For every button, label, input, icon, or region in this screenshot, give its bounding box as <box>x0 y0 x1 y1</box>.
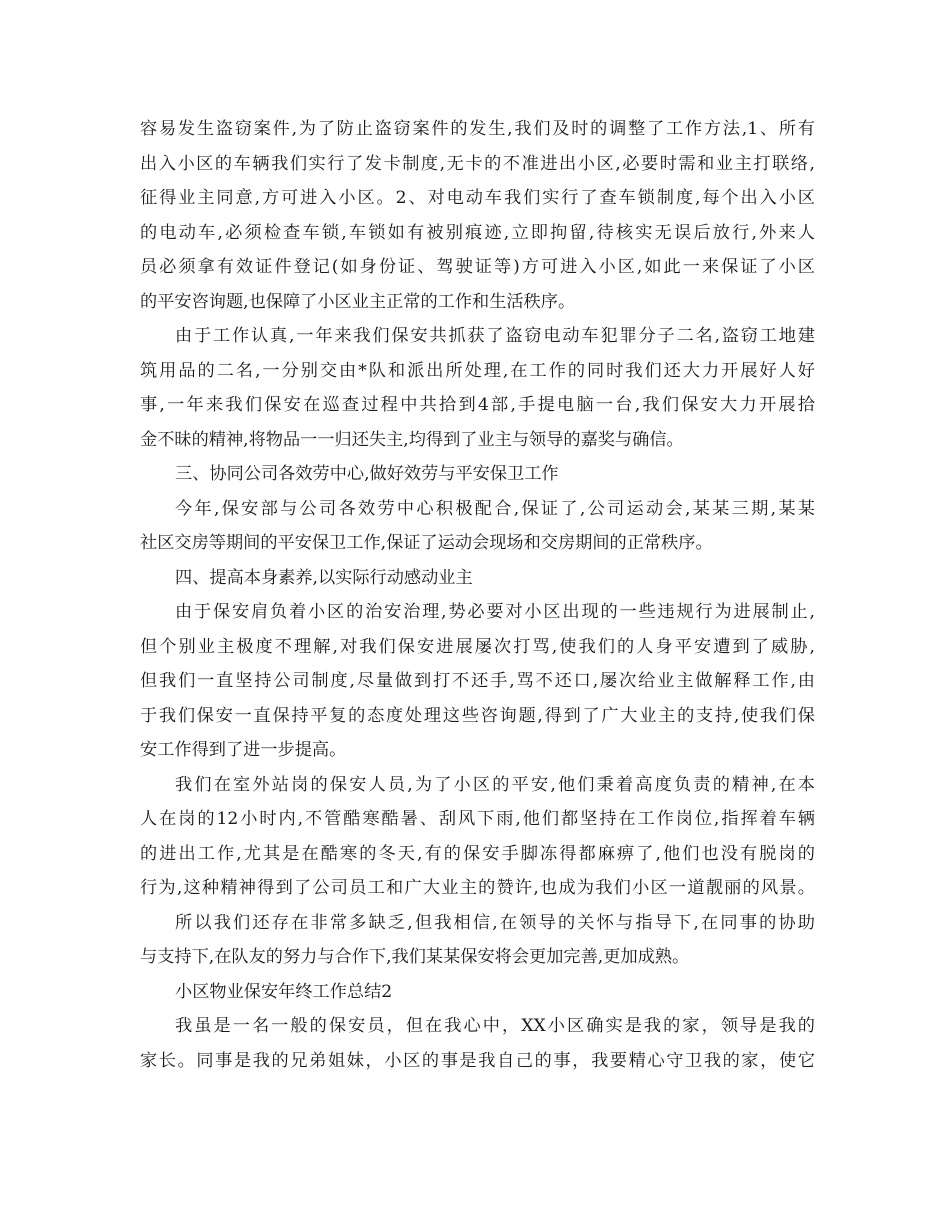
text-line: 但我们一直坚持公司制度,尽量做到打不还手,骂不还口,屡次给业主做解释工作,由 <box>140 671 815 691</box>
text-line: 的平安咨询题,也保障了小区业主正常的工作和生活秩序。 <box>140 291 576 312</box>
text-line: 但个别业主极度不理解,对我们保安进展屡次打骂,使我们的人身平安遭到了威胁, <box>140 636 815 657</box>
text-line: 我们在室外站岗的保安人员,为了小区的平安,他们秉着高度负责的精神,在本 <box>175 774 815 795</box>
text-line: 三、协同公司各效劳中心,做好效劳与平安保卫工作 <box>175 464 559 484</box>
text-line: 事,一年来我们保安在巡查过程中共拾到4部,手提电脑一台,我们保安大力开展拾 <box>140 395 815 415</box>
text-line: 于我们保安一直保持平复的态度处理这些咨询题,得到了广大业主的支持,使我们保 <box>140 705 815 726</box>
text-line: 所以我们还存在非常多缺乏,但我相信,在领导的关怀与指导下,在同事的协助 <box>175 912 815 933</box>
text-line: 人在岗的12小时内,不管酷寒酷暑、刮风下雨,他们都坚持在工作岗位,指挥着车辆 <box>140 809 815 829</box>
text-line: 四、提高本身素养,以实际行动感动业主 <box>175 567 473 588</box>
text-line: 与支持下,在队友的努力与合作下,我们某某保安将会更加完善,更加成熟。 <box>140 947 690 967</box>
text-line: 家长。同事是我的兄弟姐妹，小区的事是我自己的事，我要精心守卫我的家，使它 <box>140 1050 815 1071</box>
text-line: 容易发生盗窃案件,为了防止盗窃案件的发生,我们及时的调整了工作方法,1、所有 <box>140 119 815 139</box>
text-line: 安工作得到了进一步提高。 <box>140 740 347 760</box>
text-line: 行为,这种精神得到了公司员工和广大业主的赞许,也成为我们小区一道靓丽的风景。 <box>140 878 815 898</box>
text-line: 由于保安肩负着小区的治安治理,势必要对小区出现的一些违规行为进展制止, <box>175 602 815 622</box>
text-line: 社区交房等期间的平安保卫工作,保证了运动会现场和交房期间的正常秩序。 <box>140 533 713 553</box>
text-line: 我虽是一名一般的保安员，但在我心中，XX小区确实是我的家，领导是我的 <box>175 1016 815 1036</box>
text-line: 出入小区的车辆我们实行了发卡制度,无卡的不准进出小区,必要时需和业主打联络, <box>140 153 815 174</box>
text-line: 筑用品的二名,一分别交由*队和派出所处理,在工作的同时我们还大力开展好人好 <box>140 360 815 381</box>
text-line: 今年,保安部与公司各效劳中心积极配合,保证了,公司运动会,某某三期,某某 <box>175 498 815 519</box>
text-line: 金不昧的精神,将物品一一归还失主,均得到了业主与领导的嘉奖与确信。 <box>140 429 684 450</box>
text-line: 征得业主同意,方可进入小区。2、对电动车我们实行了查车锁制度,每个出入小区 <box>140 188 815 208</box>
text-line: 小区物业保安年终工作总结2 <box>175 981 393 1002</box>
text-line: 的电动车,必须检查车锁,车锁如有被别痕迹,立即拘留,待核实无误后放行,外来人 <box>140 222 815 243</box>
text-line: 的进出工作,尤其是在酷寒的冬天,有的保安手脚冻得都麻痹了,他们也没有脱岗的 <box>140 843 815 864</box>
text-line: 由于工作认真,一年来我们保安共抓获了盗窃电动车犯罪分子二名,盗窃工地建 <box>175 326 815 346</box>
document-page <box>140 112 815 1078</box>
text-line: 员必须拿有效证件登记(如身份证、驾驶证等)方可进入小区,如此一来保证了小区 <box>140 257 815 277</box>
